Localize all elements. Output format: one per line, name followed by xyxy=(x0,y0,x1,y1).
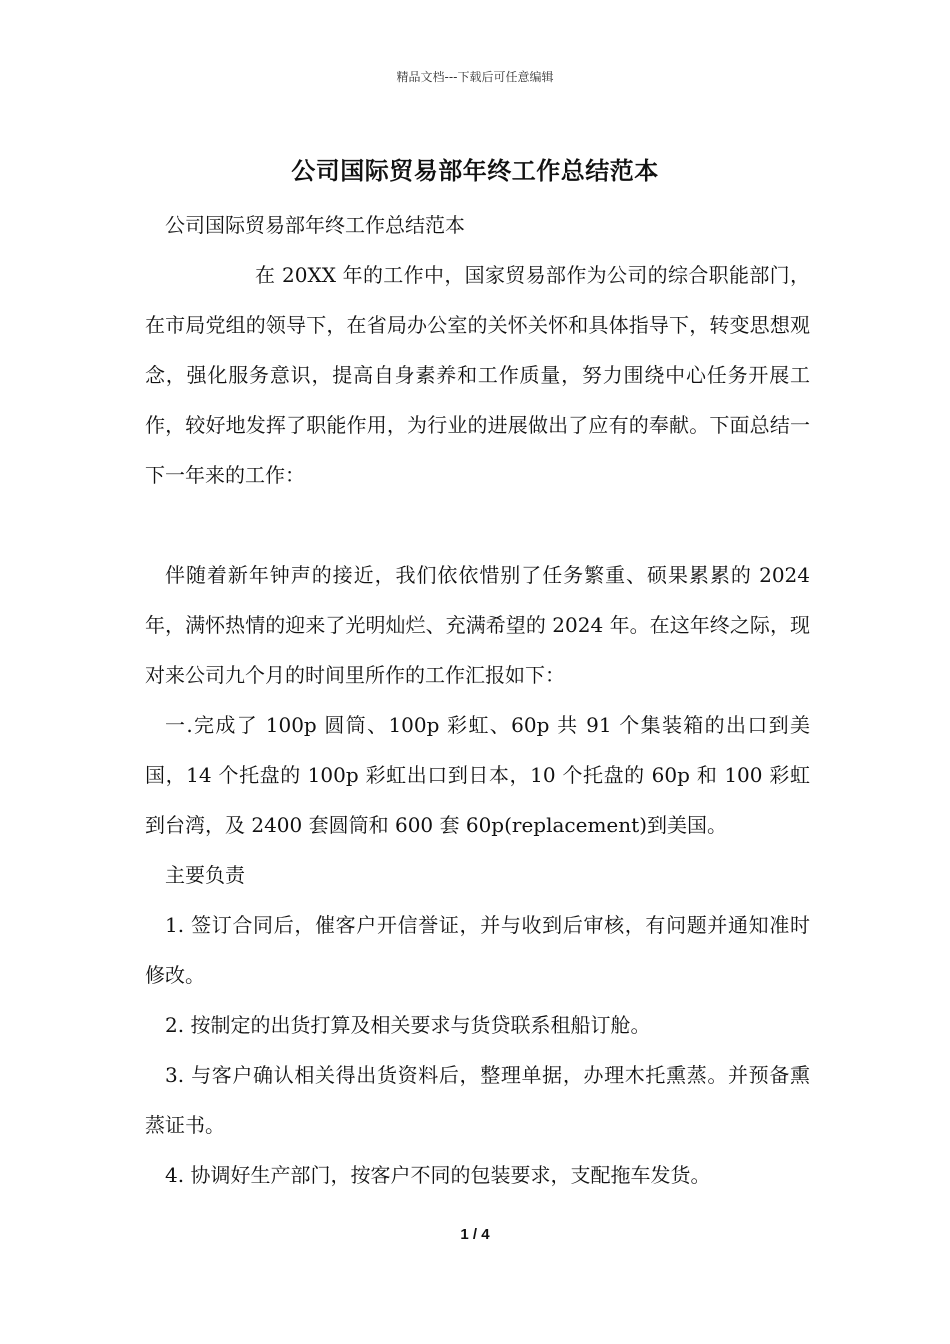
intro-paragraph: 在 20XX 年的工作中，国家贸易部作为公司的综合职能部门，在市局党组的领导下，在省局办公室的关怀关怀和具体指导下，转变思想观念，强化服务意识，提高自身素养和工作质量，努力围绕中心任务开展工作，较好地发挥了职能作用，为行业的进展做出了应有的奉献。下面总结一下一年来的工作： xyxy=(145,263,810,487)
document-body xyxy=(145,200,810,1200)
list-item-3: 3. 与客户确认相关得出货资料后，整理单据，办理木托熏蒸。并预备熏蒸证书。 xyxy=(145,1063,810,1137)
subtitle-paragraph: 公司国际贸易部年终工作总结范本 xyxy=(165,213,465,237)
document-title: 公司国际贸易部年终工作总结范本 xyxy=(291,156,659,185)
list-item-1: 1. 签订合同后，催客户开信誉证，并与收到后审核，有问题并通知准时修改。 xyxy=(145,913,810,987)
header-note: 精品文档---下载后可任意编辑 xyxy=(396,70,554,84)
blank-line xyxy=(145,500,810,550)
list-item-2: 2. 按制定的出货打算及相关要求与货贷联系租船订舱。 xyxy=(165,1013,651,1037)
achievement-paragraph: 一.完成了 100p 圆筒、100p 彩虹、60p 共 91 个集装箱的出口到美国，14 个托盘的 100p 彩虹出口到日本，10 个托盘的 60p 和 100 彩虹到台湾，及 2400 套圆筒和 600 套 60p(replacement)到美国。 xyxy=(145,713,810,837)
list-item-4: 4. 协调好生产部门，按客户不同的包装要求，支配拖车发货。 xyxy=(165,1163,711,1187)
responsibility-heading: 主要负责 xyxy=(165,863,245,887)
new-year-paragraph: 伴随着新年钟声的接近，我们依依惜别了任务繁重、硕果累累的 2024 年，满怀热情的迎来了光明灿烂、充满希望的 2024 年。在这年终之际，现对来公司九个月的时间里所作的工作汇报如下： xyxy=(145,563,810,687)
page-number: 1 / 4 xyxy=(460,1226,490,1243)
